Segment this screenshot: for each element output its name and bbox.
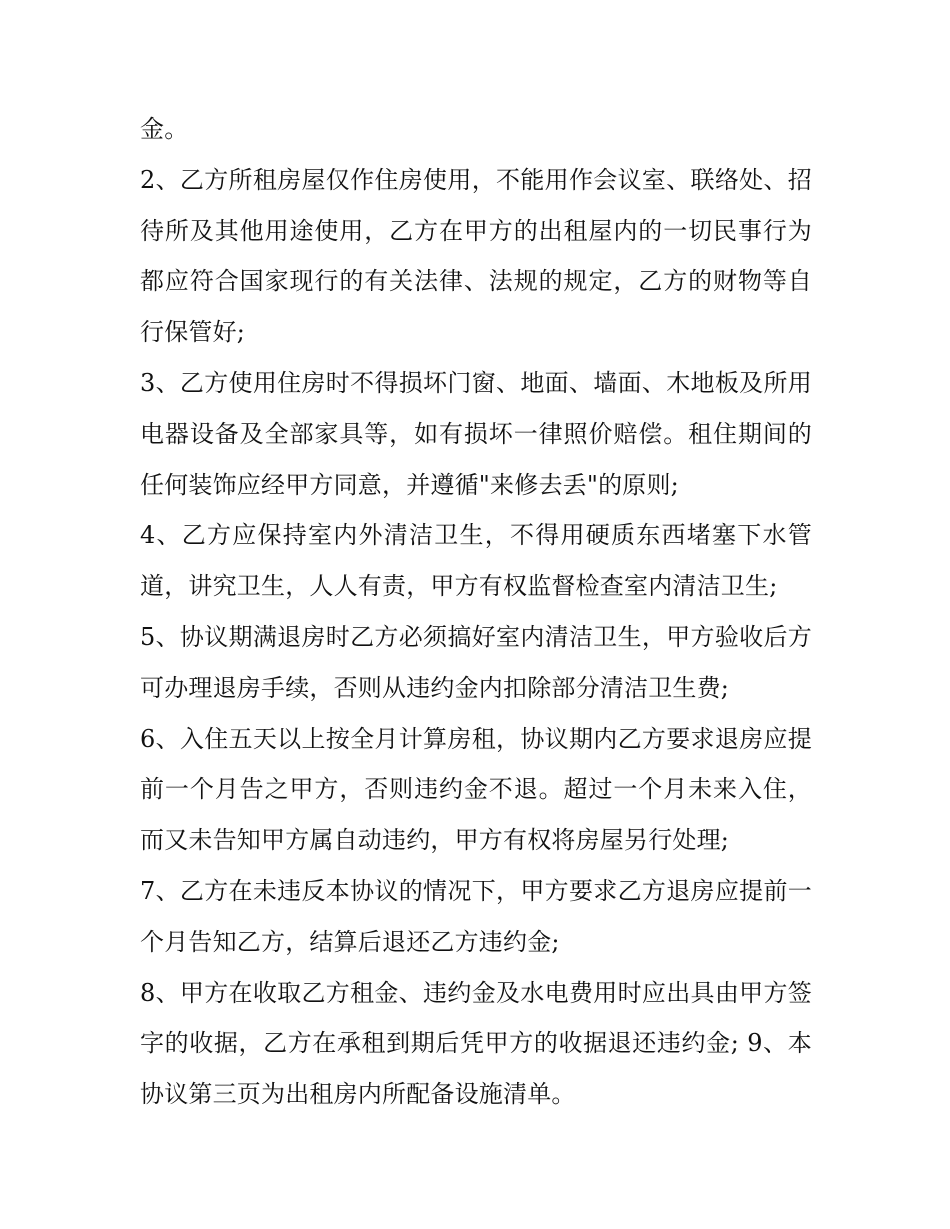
- clause-8-9: 8、甲方在收取乙方租金、违约金及水电费用时应出具由甲方签字的收据，乙方在承租到期后凭甲方的收据退还违约金; 9、本协议第三页为出租房内所配备设施清单。: [140, 978, 812, 1109]
- clause-4: 4、乙方应保持室内外清洁卫生，不得用硬质东西堵塞下水管道，讲究卫生，人人有责，甲方有权监督检查室内清洁卫生;: [140, 521, 812, 601]
- clause-3: 3、乙方使用住房时不得损坏门窗、地面、墙面、木地板及所用电器设备及全部家具等，如有损坏一律照价赔偿。租住期间的任何装饰应经甲方同意，并遵循"来修去丢"的原则;: [140, 368, 812, 499]
- clause-6: 6、入住五天以上按全月计算房租，协议期内乙方要求退房应提前一个月告之甲方，否则违约金不退。超过一个月未来入住，而又未告知甲方属自动违约，甲方有权将房屋另行处理;: [140, 724, 812, 855]
- clause-5: 5、协议期满退房时乙方必须搞好室内清洁卫生，甲方验收后方可办理退房手续，否则从违约金内扣除部分清洁卫生费;: [140, 622, 812, 702]
- agreement-body: [140, 104, 812, 1120]
- clause-2: 2、乙方所租房屋仅作住房使用，不能用作会议室、联络处、招待所及其他用途使用，乙方在甲方的出租屋内的一切民事行为都应符合国家现行的有关法律、法规的规定，乙方的财物等自行保管好;: [140, 165, 812, 347]
- paragraph-continuation: 金。: [140, 115, 189, 143]
- clause-7: 7、乙方在未违反本协议的情况下，甲方要求乙方退房应提前一个月告知乙方，结算后退还乙方违约金;: [140, 876, 812, 956]
